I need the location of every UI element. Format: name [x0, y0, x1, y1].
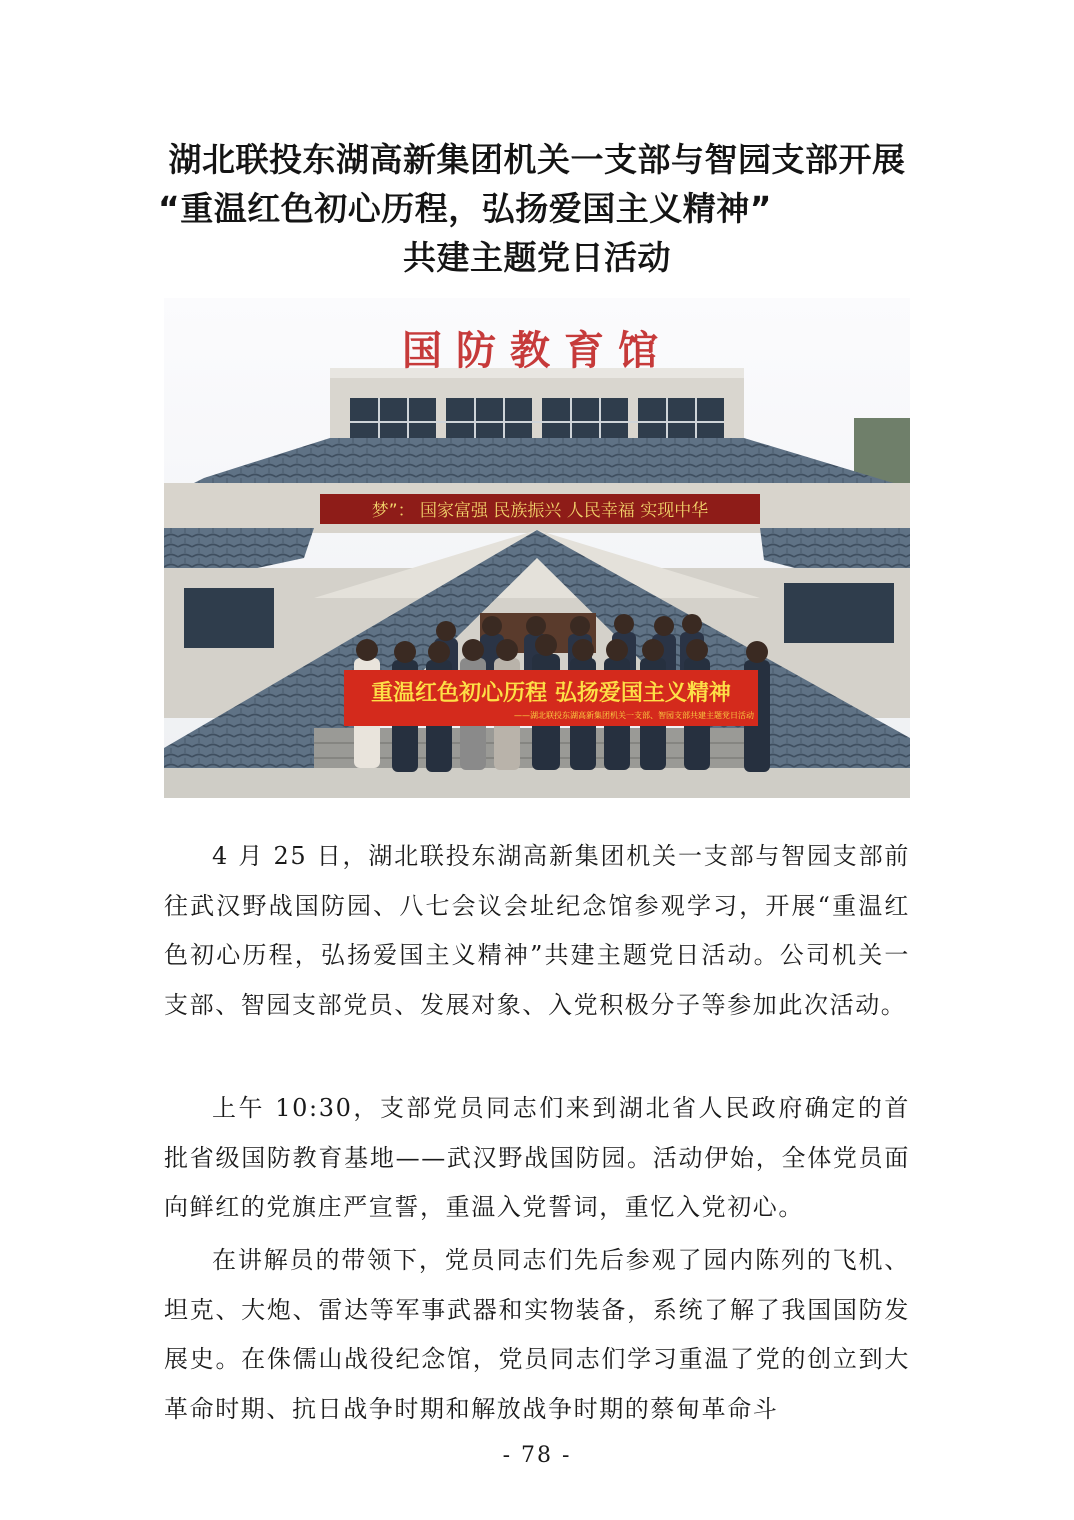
building-sign: 国防教育馆	[402, 328, 672, 374]
page-number: - 78 -	[502, 1443, 572, 1468]
paragraph-3: 在讲解员的带领下，党员同志们先后参观了园内陈列的飞机、坦克、大炮、雷达等军事武器和实物装备，系统了解了我国国防发展史。在侏儒山战役纪念馆，党员同志们学习重温了党的创立到大革命时期、抗日战争时期和解放战争时期的蔡甸革命斗	[164, 1246, 910, 1423]
title-line-1: 湖北联投东湖高新集团机关一支部与智园支部开展	[168, 140, 906, 179]
paragraph-2: 上午 10:30，支部党员同志们来到湖北省人民政府确定的首批省级国防教育基地——武汉野战国防园。活动伊始，全体党员面向鲜红的党旗庄严宣誓，重温入党誓词，重忆入党初心。	[164, 1094, 910, 1221]
wall-slogan: 梦”： 国家富强 民族振兴 人民幸福 实现中华	[371, 501, 709, 521]
title-line-2: “重温红色初心历程，弘扬爱国主义精神”	[158, 189, 772, 228]
banner-sub-text: ——湖北联投东湖高新集团机关一支部、智园支部共建主题党日活动	[514, 711, 754, 720]
paragraph-1: 4 月 25 日，湖北联投东湖高新集团机关一支部与智园支部前往武汉野战国防园、八七会议会址纪念馆参观学习，开展“重温红色初心历程，弘扬爱国主义精神”共建主题党日活动。公司机关一支部、智园支部党员、发展对象、入党积极分子等参加此次活动。	[164, 842, 910, 1019]
group-photo	[164, 298, 910, 798]
title-line-3: 共建主题党日活动	[403, 238, 671, 277]
banner-main-text: 重温红色初心历程 弘扬爱国主义精神	[371, 681, 731, 706]
